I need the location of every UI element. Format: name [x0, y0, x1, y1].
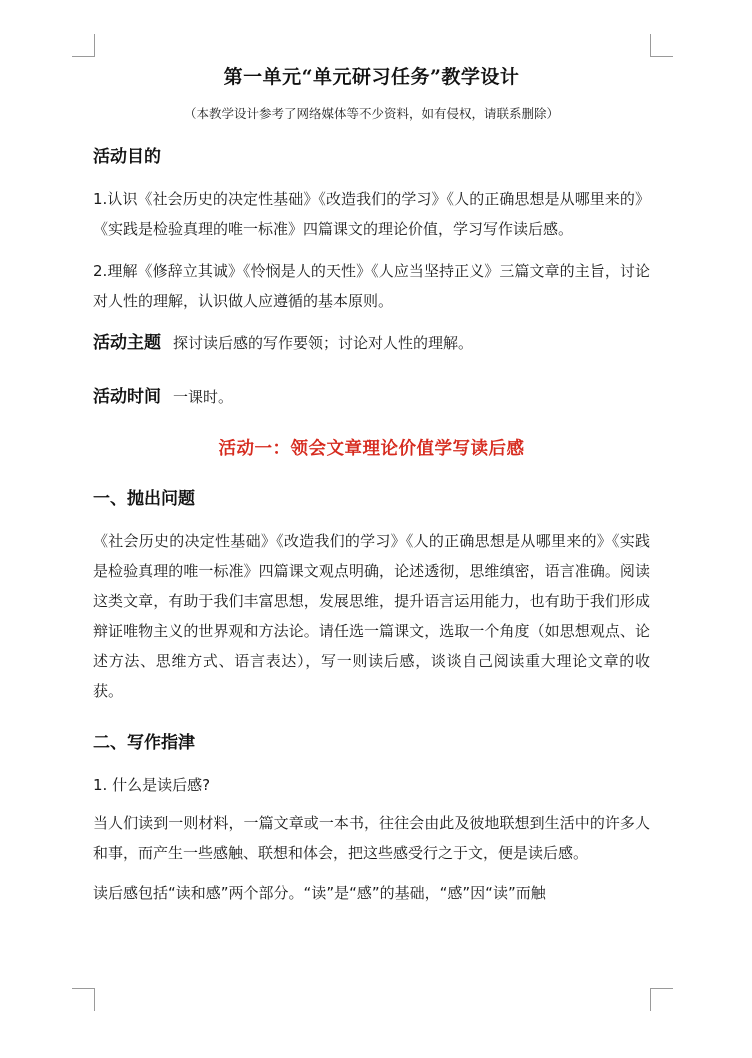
theme-row: [93, 328, 650, 358]
crop-mark-top-left: [72, 34, 95, 57]
activity-one-title: 活动一：领会文章理论价值学写读后感: [218, 439, 525, 459]
read-and-feel-paragraph: 读后感包括“读和感”两个部分。“读”是“感”的基础，“感”因“读”而触: [93, 884, 546, 902]
time-row: [93, 382, 650, 412]
definition-paragraph: 当人们读到一则材料，一篇文章或一本书，往往会由此及彼地联想到生活中的许多人和事，而产生一些感触、联想和体会，把这些感受行之于文，便是读后感。: [93, 814, 650, 862]
crop-mark-bottom-right: [650, 988, 673, 1011]
theme-label: 活动主题: [93, 333, 161, 353]
goal-item-1: 1.认识《社会历史的决定性基础》《改造我们的学习》《人的正确思想是从哪里来的》《实践是检验真理的唯一标准》四篇课文的理论价值，学习写作读后感。: [93, 190, 650, 238]
crop-mark-bottom-left: [72, 988, 95, 1011]
crop-mark-top-right: [650, 34, 673, 57]
document-page: [93, 60, 650, 1056]
time-text: 一课时。: [173, 388, 234, 406]
theme-text: 探讨读后感的写作要领；讨论对人性的理解。: [173, 334, 474, 352]
section-two-heading: 二、写作指津: [93, 733, 195, 753]
goal-item-2: 2.理解《修辞立其诚》《怜悯是人的天性》《人应当坚持正义》三篇文章的主旨，讨论对人性的理解，认识做人应遵循的基本原则。: [93, 262, 650, 310]
section-one-text: 《社会历史的决定性基础》《改造我们的学习》《人的正确思想是从哪里来的》《实践是检验真理的唯一标准》四篇课文观点明确，论述透彻，思维缜密，语言准确。阅读这类文章，有助于我们丰富思想，发展思维，提升语言运用能力，也有助于我们形成辩证唯物主义的世界观和方法论。请任选一篇课文，选取一个角度（如思想观点、论述方法、思维方式、语言表达），写一则读后感，谈谈自己阅读重大理论文章的收获。: [93, 532, 650, 700]
question-what-is: 1. 什么是读后感?: [93, 776, 211, 794]
time-label: 活动时间: [93, 387, 161, 407]
goals-heading: 活动目的: [93, 147, 161, 167]
document-title: 第一单元“单元研习任务”教学设计: [223, 66, 520, 88]
copyright-note: （本教学设计参考了网络媒体等不少资料，如有侵权，请联系删除）: [183, 106, 559, 121]
section-one-heading: 一、抛出问题: [93, 489, 195, 509]
